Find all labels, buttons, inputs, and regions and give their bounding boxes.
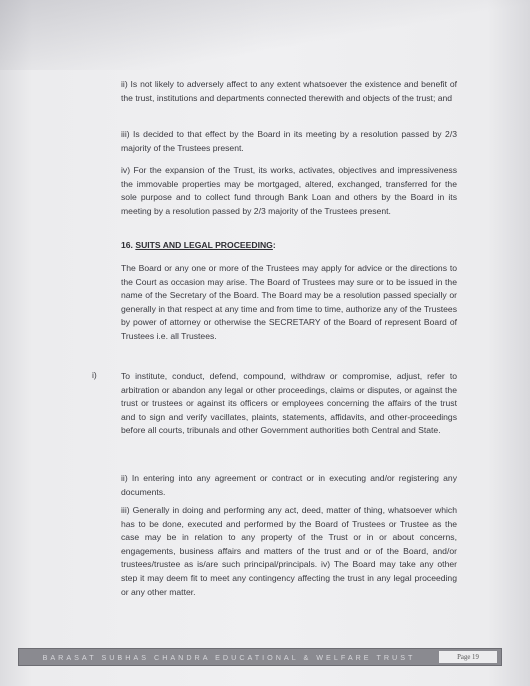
footer-org-name: BARASAT SUBHAS CHANDRA EDUCATIONAL & WELFARE TRUST: [42, 652, 416, 662]
section-16-item-i: To institute, conduct, defend, compound, withdraw or compromise, adjust, refer to arbitration or abandon any legal or other proceedings, claims or disputes, or against the trust or trustees or against its officers or employees concerning the affairs of the trust and to sign and verify vacillates, plaints, statements, affidavits, and other-proceedings before all courts, tribunals and other Government authorities both Central and State.: [121, 371, 457, 436]
page-number: Page 19: [439, 651, 497, 663]
section-16-item-iii: iii) Generally in doing and performing any act, deed, matter of thing, whatsoever which has to be done, executed and performed by the Board of Trustees or Trustee as the case may be in relation to any property of the Trust or in or about concerns, engagements, business affairs and matters of the trust and or of the Board, and/or trustees/trustee as is/are such principal/principals. iv) The Board may take any other step it may deem fit to meet any contingency affecting the trust in any legal proceeding or any other matter.: [121, 505, 457, 597]
section-16-intro: The Board or any one or more of the Trustees may apply for advice or the directions to the Court as occasion may arise. The Board of Trustees may sure or to be issued in the name of the Secretary of the Board. The Board may be a resolution passed specially or generally in that respect at any time and from time to time, authorize any of the Trustees by power of attorney or otherwise the SECRETARY of the Board of represent Board of Trustees i.e. all Trustees.: [121, 263, 457, 341]
section-16-heading: [121, 240, 276, 250]
section-16-item-ii: ii) In entering into any agreement or contract or in executing and/or registering any documents.: [121, 473, 457, 497]
section-title: SUITS AND LEGAL PROCEEDING: [135, 240, 273, 250]
clause-ii: ii) Is not likely to adversely affect to any extent whatsoever the existence and benefit of the trust, institutions and departments connected therewith and objects of the trust; and: [121, 79, 457, 103]
section-number: 16.: [121, 240, 133, 250]
item-i-marker: i): [92, 370, 97, 380]
page-shadow: [0, 0, 530, 70]
section-colon: :: [272, 240, 276, 250]
clause-iii: iii) Is decided to that effect by the Board in its meeting by a resolution passed by 2/3 majority of the Trustees present.: [121, 129, 457, 153]
clause-iv: iv) For the expansion of the Trust, its works, activates, objectives and impressiveness the immovable properties may be mortgaged, altered, exchanged, transferred for the sole purpose and to collect fund through Bank Loan and others by the Board in its meeting by a resolution passed by 2/3 majority of the Trustees present.: [121, 165, 457, 216]
page-footer: [18, 648, 502, 666]
